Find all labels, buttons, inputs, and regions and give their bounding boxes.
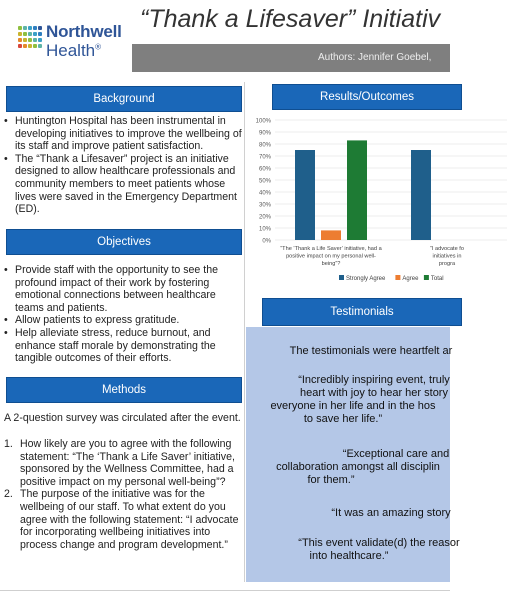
y-tick-label: 40%	[258, 190, 271, 197]
objectives-heading: Objectives	[6, 229, 242, 255]
poster-title: “Thank a Lifesaver” Initiativ	[140, 5, 441, 33]
logo-mark-icon	[18, 26, 42, 48]
x-tick-label: progra	[438, 261, 456, 267]
methods-list	[4, 438, 244, 551]
bar	[295, 150, 315, 240]
y-tick-label: 20%	[258, 214, 271, 221]
legend-label: Agree	[402, 276, 419, 282]
y-tick-label: 100%	[255, 118, 271, 125]
y-tick-label: 90%	[258, 130, 271, 137]
testimonial-line: The testimonials were heartfelt ar	[289, 345, 453, 357]
testimonial-line: to save her life.”	[303, 413, 383, 425]
x-tick-label: being”?	[321, 261, 341, 267]
x-tick-label: “I advocate fo	[430, 246, 464, 252]
methods-heading: Methods	[6, 377, 242, 403]
list-item: • Huntington Hospital has been instrumental in developing initiatives to improve the wellbeing of its staff and improve patient satisfaction.	[4, 115, 244, 153]
testimonial-line: into healthcare.”	[309, 550, 389, 562]
testimonial-line: collaboration amongst all disciplin	[276, 461, 440, 473]
testimonials-heading: Testimonials	[262, 298, 462, 326]
title-band	[132, 0, 450, 40]
y-tick-label: 50%	[258, 178, 271, 185]
y-tick-label: 30%	[258, 202, 271, 209]
footer-divider	[0, 590, 450, 591]
testimonial-line: “It was an amazing story	[331, 507, 451, 519]
methods-intro: A 2-question survey was circulated after the event.	[4, 412, 241, 424]
testimonial-line: “Exceptional care and	[342, 448, 450, 460]
y-tick-label: 60%	[258, 166, 271, 173]
testimonials-panel	[246, 327, 460, 582]
bar	[321, 230, 341, 240]
y-tick-label: 10%	[258, 226, 271, 233]
y-tick-label: 70%	[258, 154, 271, 161]
legend-label: Strongly Agree	[346, 276, 386, 282]
x-tick-label: “The ‘Thank a Life Saver’ initiative, had a	[280, 246, 382, 252]
column-divider	[244, 82, 245, 582]
author-band	[132, 44, 450, 72]
objectives-list	[4, 264, 244, 365]
testimonial-line: for them.”	[307, 474, 355, 486]
list-item: • The “Thank a Lifesaver” project is an initiative designed to allow healthcare professionals and community members to meet patients whose lives were saved in the Emergency Department (ED).	[4, 153, 244, 216]
testimonial-line: heart with joy to hear her story	[300, 387, 448, 399]
testimonial-line: “This event validate(d) the reasor	[298, 537, 460, 549]
y-tick-label: 0%	[262, 238, 271, 245]
list-item: • Provide staff with the opportunity to see the profound impact of their work by fostering emotional connections between healthcare teams and patients.	[4, 264, 244, 314]
background-list	[4, 115, 244, 216]
legend-swatch	[339, 275, 344, 280]
y-tick-label: 80%	[258, 142, 271, 149]
legend-label: Total	[430, 276, 444, 282]
poster-header	[0, 0, 450, 84]
logo-wordmark-line2: Health®	[46, 41, 102, 60]
testimonial-line: “Incredibly inspiring event, truly	[298, 374, 450, 386]
bar	[411, 150, 431, 240]
background-heading: Background	[6, 86, 242, 112]
bar-chart	[247, 108, 464, 288]
x-tick-label: positive impact on my personal well-	[286, 253, 376, 260]
logo-wordmark-line1: Northwell	[46, 22, 122, 41]
results-chart	[247, 108, 464, 288]
bar	[347, 140, 367, 240]
authors-line: Authors: Jennifer Goebel,	[318, 52, 432, 63]
testimonial-line: everyone in her life and in the hos	[270, 400, 436, 412]
northwell-logo	[18, 22, 128, 62]
results-heading: Results/Outcomes	[272, 84, 462, 110]
list-item: 1. How likely are you to agree with the following statement: “The ‘Thank a Life Saver’ initiative, sponsored by the Wellness Committee, had a positive impact on my personal well-being”?	[4, 438, 235, 488]
legend-swatch	[395, 275, 400, 280]
x-tick-label: initiatives in	[432, 253, 462, 260]
legend-swatch	[424, 275, 429, 280]
list-item: • Help alleviate stress, reduce burnout, and enhance staff morale by demonstrating the tangible outcomes of their efforts.	[4, 327, 244, 365]
list-item: 2. The purpose of the initiative was for the wellbeing of our staff. To what extent do you agree with the following statement: “I advocate for incorporating wellbeing initiatives into process change and program development.”	[4, 488, 239, 551]
list-item: • Allow patients to express gratitude.	[4, 314, 244, 327]
